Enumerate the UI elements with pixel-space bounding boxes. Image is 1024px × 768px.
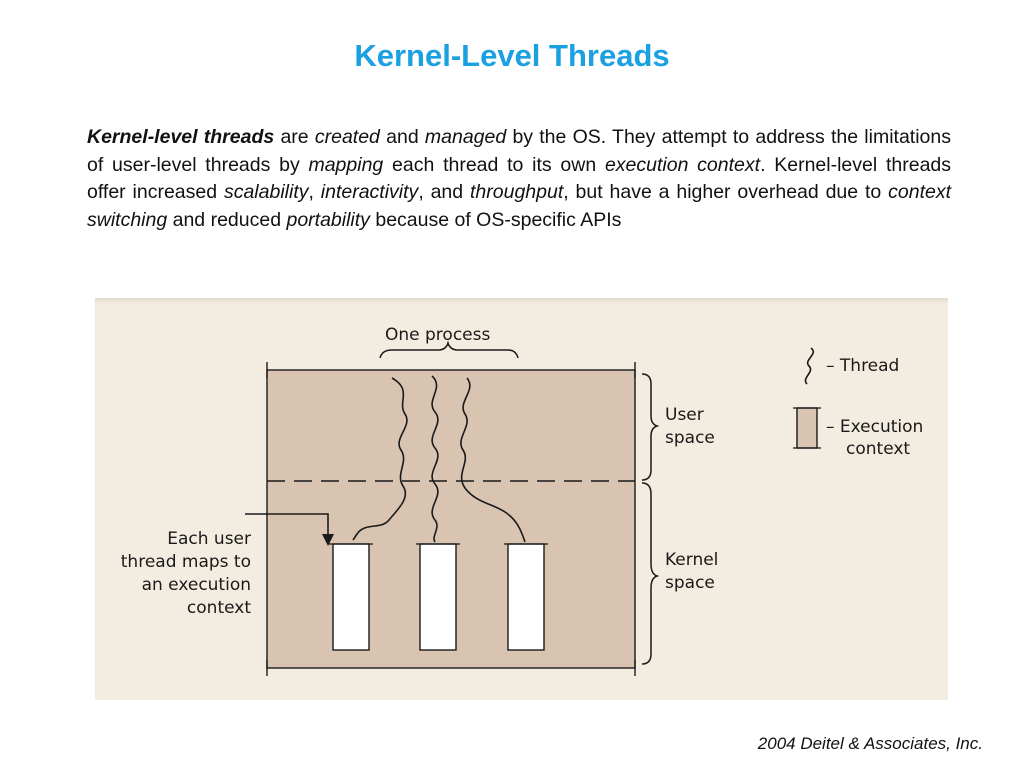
copyright: 2004 Deitel & Associates, Inc. — [757, 734, 983, 753]
execution-context-1 — [333, 544, 369, 650]
annotation-line-2: thread maps to — [120, 552, 251, 572]
user-space-label-line-1: User — [665, 405, 704, 425]
body-paragraph: Kernel-level threads are created and managed by the OS. They attempt to address the limitations of user-level threads by mapping each thread to its own execution context. Kernel-level threads offer increased scalability, interactivity, and throughput, but have a higher overhead due to context switching and reduced portability because of OS-specific APIs — [87, 126, 952, 231]
execution-context-3 — [508, 544, 544, 650]
legend-execution-context-label-2: context — [846, 439, 911, 459]
annotation-line-4: context — [186, 598, 251, 618]
user-space-label-line-2: space — [665, 428, 715, 448]
term-kernel-level-threads: Kernel-level threads — [87, 126, 275, 148]
legend-execution-context-label-1: – Execution — [826, 417, 924, 437]
kernel-thread-diagram — [95, 298, 948, 700]
execution-context-2 — [420, 544, 456, 650]
legend-execution-context-icon — [797, 408, 817, 448]
legend-thread-label: – Thread — [826, 356, 900, 376]
process-label: One process — [385, 325, 491, 345]
kernel-space-label-line-2: space — [665, 573, 715, 593]
slide-title: Kernel-Level Threads — [354, 38, 670, 73]
annotation-line-1: Each user — [167, 529, 251, 549]
annotation-line-3: an execution — [141, 575, 251, 595]
kernel-space-label-line-1: Kernel — [665, 550, 719, 570]
